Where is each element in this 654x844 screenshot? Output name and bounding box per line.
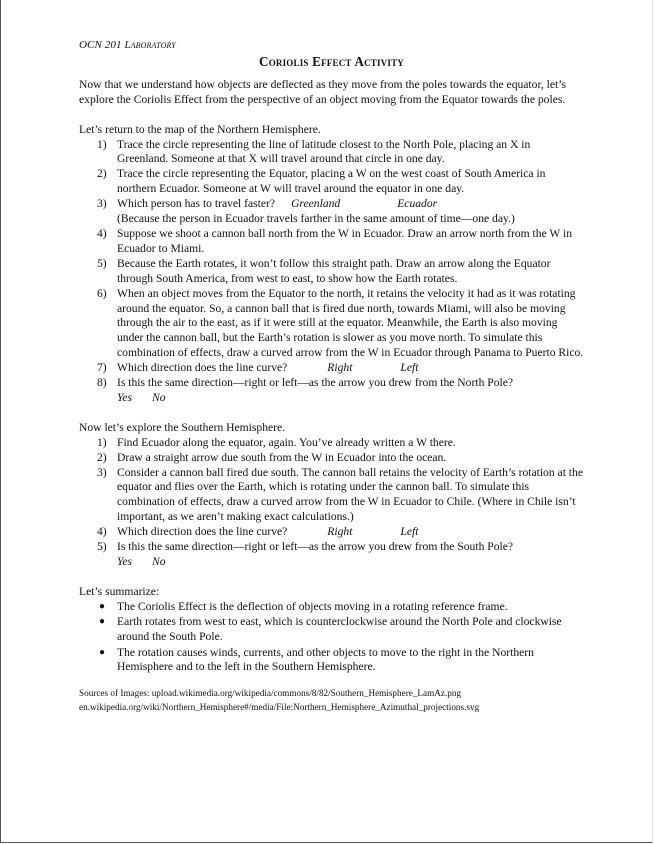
choice-left[interactable]: Left — [400, 525, 419, 539]
choice-no[interactable]: No — [152, 390, 166, 404]
north-item-6: 6) When an object moves from the Equator to the north, it retains the velocity it had as it was rotating around the equator. So, a cannon ball that is fired due north, towards Miami, will also be moving through the air to the east, as if it were still at the equator. Meanwhile, the Earth is also moving under the cannon ball, but the Earth’s rotation is slower as you move north. To simulate this combination of effects, draw a curved arrow from the W in Ecuador through Panama to Puerto Rico. — [97, 286, 584, 360]
lab-prefix: OCN 201 — [79, 39, 122, 51]
north-list — [79, 138, 584, 406]
source-line-1: Sources of Images: upload.wikimedia.org/wikipedia/commons/8/82/Southern_Hemisphere_LamAz.png — [79, 688, 462, 699]
choice-right[interactable]: Right — [327, 525, 353, 539]
north-item-3-explanation: (Because the person in Ecuador travels farther in the same amount of time—one day.) — [117, 212, 515, 226]
summary-bullet-2: ● Earth rotates from west to east, which is counterclockwise around the North Pole and clockwise around the South Pole. — [99, 615, 562, 644]
north-item-7: 7) Which direction does the line curve? Right Left — [97, 361, 419, 375]
lab-word: Laboratory — [124, 39, 176, 51]
choice-ecuador[interactable]: Ecuador — [397, 197, 438, 211]
south-item-3: 3) Consider a cannon ball fired due south. The cannon ball retains the velocity of Earth’s rotation at the equator and flies over the Earth, which is rotating under the cannon ball. To simulate this combination of effects, draw a curved arrow from the W in Ecuador to Chile. (Where in Chile isn’t important, as we aren’t making exact calculations.) — [97, 465, 583, 524]
south-heading: Now let’s explore the Southern Hemisphere. — [79, 420, 286, 434]
choice-yes[interactable]: Yes — [117, 555, 133, 568]
north-item-3: 3) Which person has to travel faster? Greenland Ecuador (Because the person in Ecuador travels farther in the same amount of time—one day.) — [97, 197, 515, 226]
south-list — [79, 436, 584, 570]
summary-list — [79, 600, 584, 676]
summary-heading: Let’s summarize: — [79, 584, 160, 598]
south-item-5: 5) Is this the same direction—right or left—as the arrow you drew from the South Pole? Yes No — [97, 540, 514, 568]
north-heading: Let’s return to the map of the Northern Hemisphere. — [79, 122, 321, 136]
lab-header — [79, 38, 584, 53]
source-line-2: en.wikipedia.org/wiki/Northern_Hemisphere#/media/File:Northern_Hemisphere_Azimuthal_projections.svg — [79, 701, 480, 712]
north-item-2: 2) Trace the circle representing the Equator, placing a W on the west coast of South America in northern Ecuador. Someone at W will travel around the equator in one day. — [97, 167, 546, 196]
choice-greenland[interactable]: Greenland — [291, 197, 341, 211]
south-item-4: 4) Which direction does the line curve? Right Left — [97, 525, 419, 539]
summary-bullet-1: ● The Coriolis Effect is the deflection of objects moving in a rotating reference frame. — [99, 599, 508, 613]
bullet-icon: ● — [99, 600, 106, 612]
choice-left[interactable]: Left — [400, 361, 419, 375]
summary-bullet-3: ● The rotation causes winds, currents, and other objects to move to the right in the Northern Hemisphere and to the left in the Southern Hemisphere. — [99, 645, 534, 674]
north-item-4: 4) Suppose we shoot a cannon ball north from the W in Ecuador. Draw an arrow north from the W in Ecuador to Miami. — [97, 226, 573, 255]
choice-no[interactable]: No — [152, 555, 166, 568]
south-item-1: 1) Find Ecuador along the equator, again. You’ve already written a W there. — [97, 435, 456, 449]
north-item-5: 5) Because the Earth rotates, it won’t follow this straight path. Draw an arrow along the Equator through South America, from west to east, to show how the Earth rotates. — [97, 256, 551, 285]
choice-right[interactable]: Right — [327, 361, 353, 375]
south-item-2: 2) Draw a straight arrow due south from the W in Ecuador into the ocean. — [97, 450, 447, 464]
image-sources — [79, 687, 584, 714]
page-title: Coriolis Effect Activity — [258, 53, 405, 69]
bullet-icon: ● — [99, 646, 106, 658]
intro-paragraph: Now that we understand how objects are deflected as they move from the poles towards the equator, let’s explore the Coriolis Effect from the perspective of an object moving from the Equator towards the poles. — [79, 77, 566, 106]
document-body — [79, 38, 584, 714]
bullet-icon: ● — [99, 616, 106, 628]
north-item-8: 8) Is this the same direction—right or left—as the arrow you drew from the North Pole? Yes No — [97, 376, 514, 404]
north-item-1: 1) Trace the circle representing the line of latitude closest to the North Pole, placing an X in Greenland. Someone at that X will travel around that circle in one day. — [97, 137, 531, 166]
choice-yes[interactable]: Yes — [117, 390, 133, 404]
